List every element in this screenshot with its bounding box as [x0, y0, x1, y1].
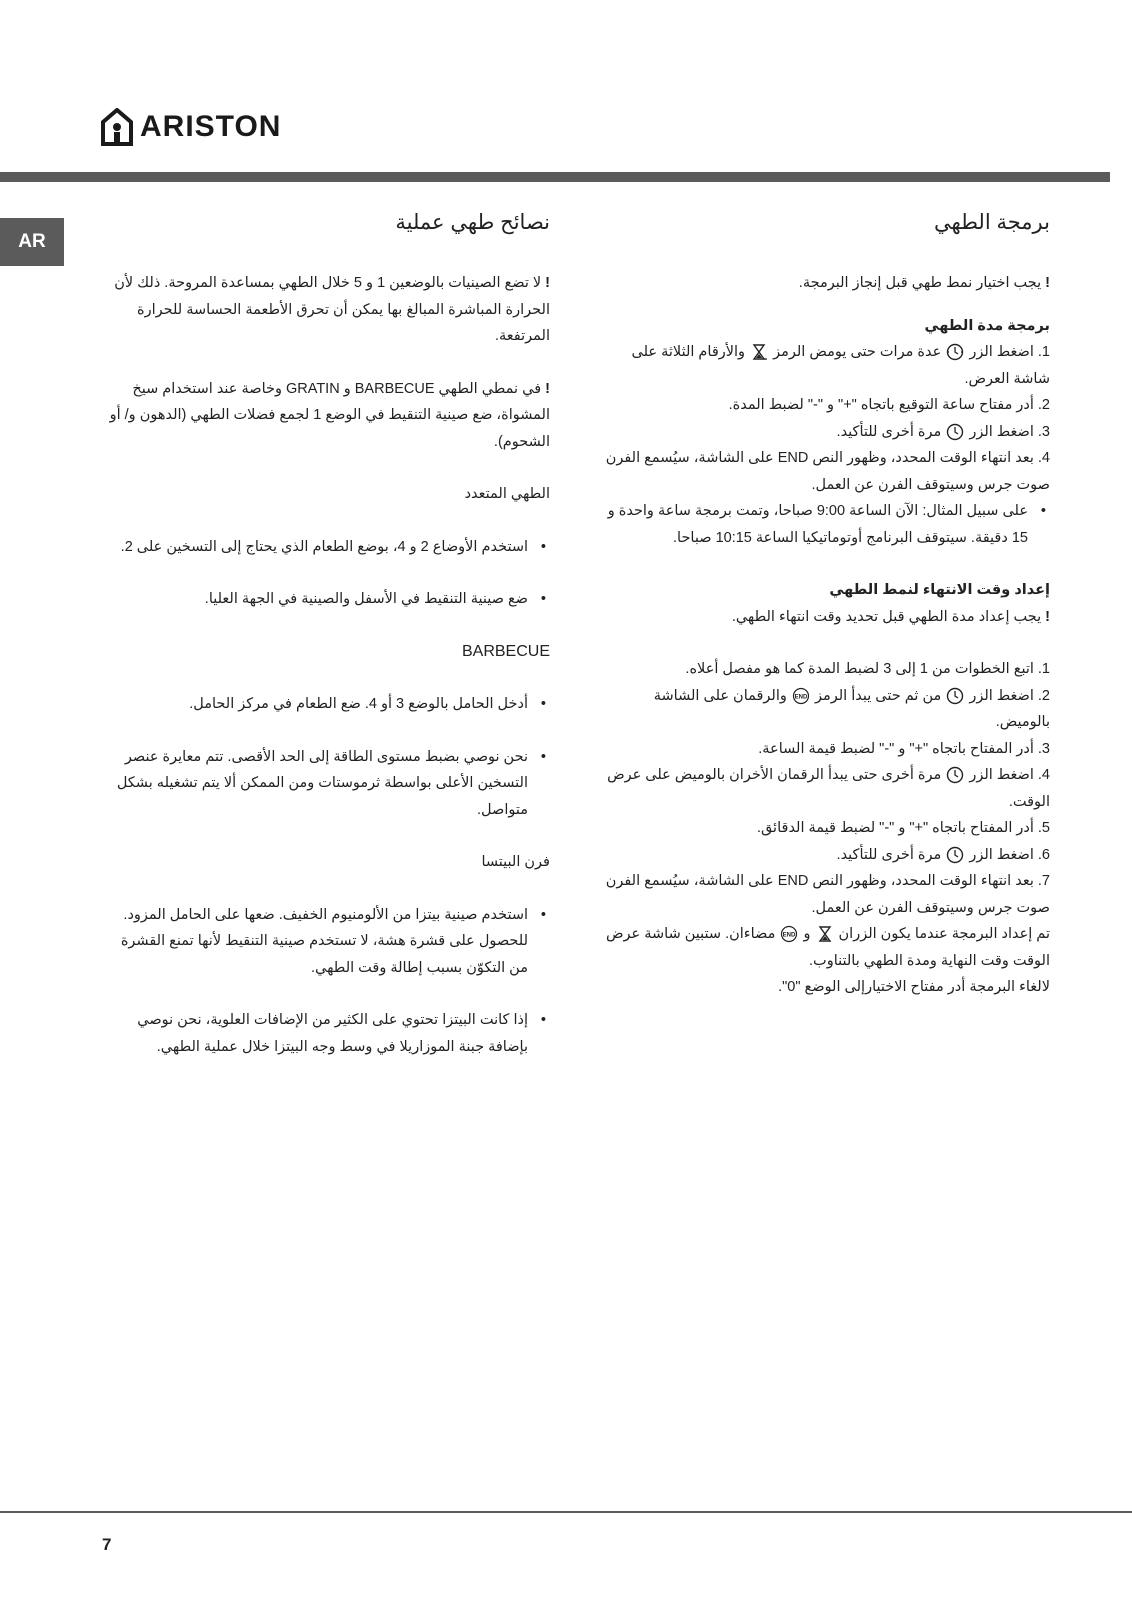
svg-text:END: END — [794, 694, 808, 701]
multi-bullet-2: • ضع صينية التنقيط في الأسفل والصينية في الجهة العليا. — [100, 586, 550, 613]
duration-example: • على سبيل المثال: الآن الساعة 9:00 صباحا، وتمت برمجة ساعة واحدة و 15 دقيقة. سيتوقف البرنامج أوتوماتيكيا الساعة 10:15 صباحا. — [598, 498, 1050, 551]
clock-button-icon — [945, 343, 965, 361]
end-note: تم إعداد البرمجة عندما يكون الزران و END مضاءان. ستبين شاشة عرض الوقت وقت النهاية ومدة الطهي بالتناوب. — [606, 926, 1050, 969]
end-step-3: 3.أدر المفتاح باتجاه "+" و "-" لضبط قيمة الساعة. — [758, 740, 1050, 757]
end-step-7: 7.بعد انتهاء الوقت المحدد، وظهور النص END على الشاشة، سيُسمع الفرن صوت جرس وسيتوقف الفرن عن العمل. — [605, 873, 1050, 916]
programming-section — [598, 210, 1050, 1001]
clock-button-icon — [945, 846, 965, 864]
brand-logo — [100, 108, 281, 146]
end-step-1: 1.اتبع الخطوات من 1 إلى 3 لضبط المدة كما هو مفصل أعلاه. — [685, 661, 1050, 677]
end-icon — [791, 687, 811, 705]
clock-button-icon — [945, 766, 965, 784]
barbecue-bullet-2: • نحن نوصي بضبط مستوى الطاقة إلى الحد الأقصى. تتم معايرة عنصر التسخين الأعلى بواسطة ثرموستات ومن الممكن ألا يتم تشغيله بشكل متواصل. — [100, 744, 550, 824]
end-time-warning: !يجب إعداد مدة الطهي قبل تحديد وقت انتهاء الطهي. — [731, 608, 1050, 625]
multi-bullet-1: • استخدم الأوضاع 2 و 4، بوضع الطعام الذي يحتاج إلى التسخين على 2. — [100, 534, 550, 561]
end-step-6: 6.اضغط الزر مرة أخرى للتأكيد. — [836, 846, 1050, 863]
cooking-tips-title: نصائح طهي عملية — [395, 211, 550, 234]
duration-step-2: 2.أدر مفتاح ساعة التوقيع باتجاه "+" و "-" لضبط المدة. — [728, 397, 1050, 413]
header-divider — [0, 172, 1110, 182]
cooking-tips-section — [100, 210, 550, 1060]
end-step-5: 5.أدر المفتاح باتجاه "+" و "-" لضبط قيمة الدقائق. — [756, 820, 1050, 836]
duration-heading: برمجة مدة الطهي — [924, 317, 1050, 334]
pizza-bullet-2: • إذا كانت البيتزا تحتوي على الكثير من الإضافات العلوية، نحن نوصي بإضافة جبنة الموزاريلا في وسط وجه البيتزا خلال عملية الطهي. — [100, 1007, 550, 1060]
footer-divider — [0, 1511, 1132, 1513]
brand-name: ARISTON — [140, 110, 282, 143]
language-tab: AR — [0, 218, 64, 266]
house-logo-icon — [100, 108, 134, 146]
programming-warning: !يجب اختيار نمط طهي قبل إنجاز البرمجة. — [798, 275, 1050, 291]
programming-title: برمجة الطهي — [934, 211, 1050, 234]
end-icon — [779, 925, 799, 943]
clock-button-icon — [945, 423, 965, 441]
page-number: 7 — [102, 1535, 112, 1554]
barbecue-heading: BARBECUE — [461, 642, 550, 660]
end-step-4: 4.اضغط الزر مرة أخرى حتى يبدأ الرقمان الأخران بالوميض على عرض الوقت. — [607, 767, 1050, 810]
duration-step-1: 1.اضغط الزر عدة مرات حتى يومض الرمز والأرقام الثلاثة على شاشة العرض. — [631, 344, 1050, 387]
cancel-note: لالغاء البرمجة أدر مفتاح الاختيارإلى الوضع "0". — [778, 979, 1050, 995]
tips-warning-2: !في نمطي الطهي BARBECUE و GRATIN وخاصة عند استخدام سيخ المشواة، ضع صينية التنقيط في الوضع 1 لجمع فضلات الطهي (الدهون و/ أو الشحوم). — [109, 380, 550, 450]
barbecue-bullet-1: • أدخل الحامل بالوضع 3 أو 4. ضع الطعام في مركز الحامل. — [100, 691, 550, 718]
pizza-heading: فرن البيتسا — [481, 854, 550, 870]
end-step-2: 2.اضغط الزر من ثم حتى يبدأ الرمز END والرقمان على الشاشة بالوميض. — [653, 687, 1050, 730]
clock-button-icon — [945, 687, 965, 705]
end-time-heading: إعداد وقت الانتهاء لنمط الطهي — [829, 582, 1050, 598]
tips-warning-1: !لا تضع الصينيات بالوضعين 1 و 5 خلال الطهي بمساعدة المروحة. ذلك لأن الحرارة المباشرة المبالغ بها يمكن أن تحرق الأطعمة الحساسة للحرارة المرتفعة. — [114, 275, 550, 344]
duration-step-3: 3.اضغط الزر مرة أخرى للتأكيد. — [836, 423, 1050, 440]
pizza-bullet-1: • استخدم صينية بيتزا من الألومنيوم الخفيف. ضعها على الحامل المزود. للحصول على قشرة هشة، لا تستخدم صينية التنقيط لأنها تمنع القشرة من التكوّن بسبب إطالة وقت الطهي. — [100, 902, 550, 982]
hourglass-icon — [815, 925, 835, 943]
svg-text:END: END — [783, 932, 796, 939]
hourglass-icon — [749, 343, 769, 361]
multi-cooking-heading: الطهي المتعدد — [464, 486, 550, 502]
duration-step-4: 4.بعد انتهاء الوقت المحدد، وظهور النص END على الشاشة، سيُسمع الفرن صوت جرس وسيتوقف الفرن عن العمل. — [605, 450, 1050, 493]
